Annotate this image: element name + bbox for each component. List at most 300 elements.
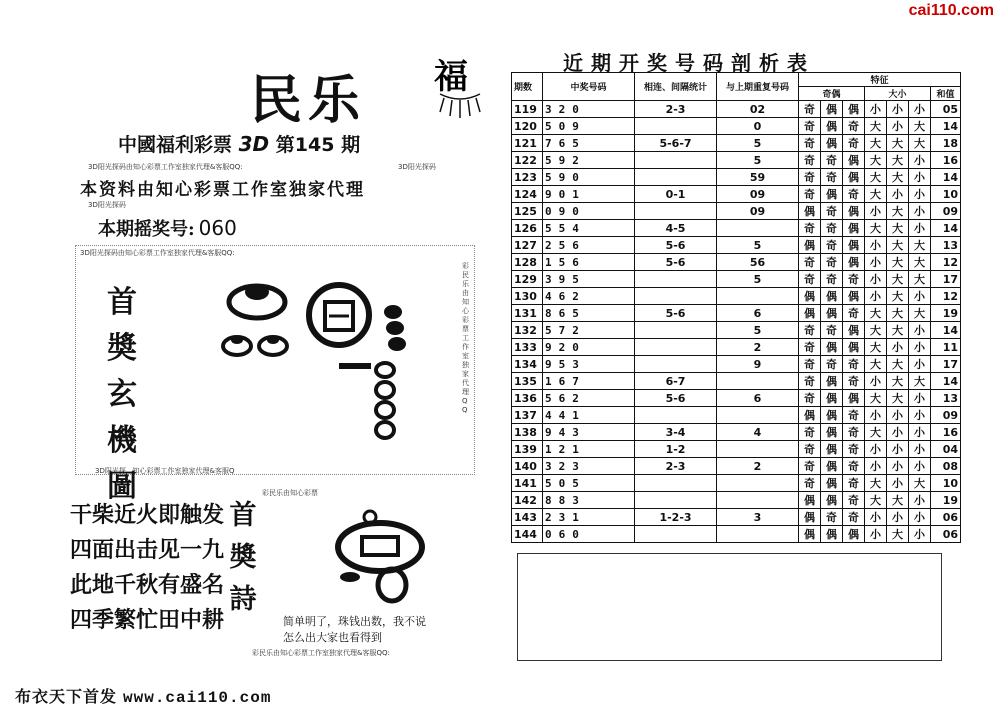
col-repeat: 与上期重复号码	[717, 73, 799, 101]
agent-line: 本资料由知心彩票工作室独家代理	[80, 180, 365, 200]
cell-repeat: 0	[717, 118, 799, 135]
cell-number: 920	[543, 339, 635, 356]
cell-big-small: 大	[887, 203, 909, 220]
col-number: 中奖号码	[543, 73, 635, 101]
cell-big-small: 大	[865, 186, 887, 203]
cell-odd-even: 偶	[799, 526, 821, 543]
footer-text: 布衣天下首发	[15, 687, 118, 706]
table-row	[512, 101, 961, 118]
cell-number: 320	[543, 101, 635, 118]
col-span: 相连、间隔统计	[635, 73, 717, 101]
cell-number: 090	[543, 203, 635, 220]
cell-big-small: 小	[887, 458, 909, 475]
cell-period: 122	[512, 152, 543, 169]
cell-big-small: 大	[887, 526, 909, 543]
cell-odd-even: 奇	[821, 203, 843, 220]
cell-number: 901	[543, 186, 635, 203]
poem	[70, 498, 224, 638]
table-row	[512, 475, 961, 492]
cell-period: 121	[512, 135, 543, 152]
cell-repeat: 9	[717, 356, 799, 373]
cell-odd-even: 偶	[821, 135, 843, 152]
fine-print-box2-bottom: 彩民乐由知心彩票工作室独家代理&客服QQ:	[252, 649, 390, 657]
cell-big-small: 大	[887, 373, 909, 390]
table-row	[512, 526, 961, 543]
cell-number: 865	[543, 305, 635, 322]
table-row	[512, 322, 961, 339]
cell-big-small: 大	[909, 271, 931, 288]
table-row	[512, 237, 961, 254]
fine-print-corner-right: 3D阳光探码	[398, 163, 436, 171]
note-line: 怎么出大家也看得到	[283, 631, 382, 644]
cell-odd-even: 奇	[821, 254, 843, 271]
draw-label: 本期摇奖号:	[98, 219, 195, 240]
cell-period: 119	[512, 101, 543, 118]
cell-period: 140	[512, 458, 543, 475]
cell-period: 128	[512, 254, 543, 271]
cell-odd-even: 奇	[799, 424, 821, 441]
cell-odd-even: 奇	[821, 169, 843, 186]
cell-odd-even: 偶	[843, 152, 865, 169]
cell-period: 127	[512, 237, 543, 254]
cell-repeat	[717, 373, 799, 390]
table-row	[512, 135, 961, 152]
cell-big-small: 大	[909, 254, 931, 271]
cell-repeat: 5	[717, 271, 799, 288]
cell-big-small: 小	[909, 101, 931, 118]
cell-odd-even: 奇	[799, 135, 821, 152]
cell-number: 505	[543, 475, 635, 492]
cell-repeat: 5	[717, 152, 799, 169]
cell-sum: 19	[931, 492, 961, 509]
cell-span: 5-6	[635, 254, 717, 271]
cell-odd-even: 偶	[821, 339, 843, 356]
cell-period: 129	[512, 271, 543, 288]
cell-big-small: 小	[909, 356, 931, 373]
cell-number: 156	[543, 254, 635, 271]
cell-big-small: 大	[887, 356, 909, 373]
cell-odd-even: 偶	[843, 203, 865, 220]
cell-odd-even: 偶	[843, 220, 865, 237]
cell-odd-even: 奇	[799, 152, 821, 169]
cell-repeat: 5	[717, 135, 799, 152]
cell-sum: 06	[931, 526, 961, 543]
cell-sum: 08	[931, 458, 961, 475]
cell-odd-even: 奇	[799, 339, 821, 356]
cell-big-small: 大	[887, 169, 909, 186]
cell-number: 256	[543, 237, 635, 254]
cell-big-small: 小	[865, 441, 887, 458]
cell-sum: 09	[931, 203, 961, 220]
cell-period: 143	[512, 509, 543, 526]
cell-odd-even: 奇	[821, 322, 843, 339]
table-row	[512, 118, 961, 135]
cell-big-small: 小	[909, 169, 931, 186]
cell-big-small: 大	[887, 152, 909, 169]
cell-odd-even: 奇	[799, 322, 821, 339]
cell-odd-even: 奇	[799, 390, 821, 407]
table-row	[512, 152, 961, 169]
table-row	[512, 254, 961, 271]
brand-title: 民乐	[250, 70, 367, 131]
cell-period: 130	[512, 288, 543, 305]
cell-period: 136	[512, 390, 543, 407]
cell-big-small: 大	[909, 475, 931, 492]
cell-odd-even: 偶	[799, 509, 821, 526]
cell-big-small: 大	[865, 390, 887, 407]
poem-line: 四季繁忙田中耕	[70, 608, 225, 633]
issue-number: 第145 期	[275, 134, 361, 156]
cell-big-small: 大	[887, 254, 909, 271]
table-title: 近期开奖号码剖析表	[563, 51, 815, 75]
cell-odd-even: 偶	[799, 203, 821, 220]
table-row	[512, 271, 961, 288]
cell-repeat: 5	[717, 237, 799, 254]
cell-big-small: 小	[865, 237, 887, 254]
cell-big-small: 小	[887, 118, 909, 135]
cell-number: 231	[543, 509, 635, 526]
cell-big-small: 小	[887, 475, 909, 492]
cell-big-small: 大	[865, 305, 887, 322]
cell-odd-even: 偶	[821, 492, 843, 509]
cell-big-small: 大	[865, 169, 887, 186]
cell-repeat: 02	[717, 101, 799, 118]
cell-big-small: 大	[887, 390, 909, 407]
cell-big-small: 大	[887, 237, 909, 254]
cell-sum: 12	[931, 288, 961, 305]
cell-sum: 11	[931, 339, 961, 356]
cell-odd-even: 奇	[799, 101, 821, 118]
fine-print-box-top: 3D阳光探码由知心彩票工作室独家代理&客服QQ:	[80, 249, 235, 257]
fine-print-corner-left: 3D阳光探码	[88, 201, 126, 209]
table-row	[512, 441, 961, 458]
cell-odd-even: 奇	[843, 135, 865, 152]
cell-span	[635, 152, 717, 169]
cell-sum: 16	[931, 424, 961, 441]
cell-repeat: 6	[717, 305, 799, 322]
cell-number: 121	[543, 441, 635, 458]
puzzle-2-drawing	[310, 505, 450, 605]
cell-period: 125	[512, 203, 543, 220]
cell-repeat: 6	[717, 390, 799, 407]
cell-big-small: 小	[909, 458, 931, 475]
cell-number: 943	[543, 424, 635, 441]
cell-number: 953	[543, 356, 635, 373]
cell-number: 323	[543, 458, 635, 475]
cell-big-small: 小	[865, 458, 887, 475]
cell-big-small: 小	[865, 288, 887, 305]
table-row	[512, 509, 961, 526]
cell-period: 123	[512, 169, 543, 186]
cell-repeat: 3	[717, 509, 799, 526]
cell-sum: 14	[931, 220, 961, 237]
cell-sum: 04	[931, 441, 961, 458]
cell-odd-even: 偶	[843, 101, 865, 118]
cell-odd-even: 偶	[821, 458, 843, 475]
cell-odd-even: 奇	[821, 237, 843, 254]
cell-odd-even: 偶	[843, 237, 865, 254]
cell-big-small: 小	[909, 203, 931, 220]
cell-odd-even: 偶	[799, 237, 821, 254]
cell-repeat	[717, 288, 799, 305]
cell-span	[635, 339, 717, 356]
cell-number: 395	[543, 271, 635, 288]
cell-big-small: 大	[909, 237, 931, 254]
cell-odd-even: 奇	[799, 254, 821, 271]
cell-number: 562	[543, 390, 635, 407]
col-odd-even: 奇偶	[799, 87, 865, 101]
cell-big-small: 小	[887, 186, 909, 203]
cell-odd-even: 偶	[843, 288, 865, 305]
cell-repeat: 59	[717, 169, 799, 186]
cell-big-small: 大	[865, 356, 887, 373]
cell-number: 167	[543, 373, 635, 390]
cell-sum: 14	[931, 373, 961, 390]
cell-odd-even: 奇	[799, 220, 821, 237]
cell-big-small: 大	[865, 118, 887, 135]
cell-odd-even: 奇	[821, 220, 843, 237]
cell-big-small: 小	[909, 186, 931, 203]
cell-odd-even: 奇	[821, 356, 843, 373]
cell-big-small: 小	[887, 407, 909, 424]
cell-odd-even: 偶	[799, 492, 821, 509]
cell-period: 135	[512, 373, 543, 390]
table-body	[512, 101, 961, 543]
cell-odd-even: 偶	[799, 305, 821, 322]
cell-big-small: 大	[865, 220, 887, 237]
cell-odd-even: 偶	[821, 373, 843, 390]
cell-big-small: 大	[887, 271, 909, 288]
cell-odd-even: 奇	[843, 186, 865, 203]
table-row	[512, 288, 961, 305]
col-big-small: 大小	[865, 87, 931, 101]
table-row	[512, 492, 961, 509]
cell-big-small: 小	[909, 390, 931, 407]
cell-sum: 18	[931, 135, 961, 152]
draw-line	[98, 215, 237, 241]
cell-repeat: 09	[717, 203, 799, 220]
cell-repeat: 56	[717, 254, 799, 271]
cell-odd-even: 奇	[843, 458, 865, 475]
cell-sum: 14	[931, 118, 961, 135]
cell-big-small: 大	[865, 424, 887, 441]
cell-big-small: 小	[865, 407, 887, 424]
cell-span	[635, 356, 717, 373]
puzzle-title-1: 首奬玄機圖	[107, 285, 137, 504]
cell-big-small: 小	[909, 526, 931, 543]
cell-odd-even: 偶	[821, 118, 843, 135]
cell-big-small: 大	[865, 322, 887, 339]
cell-odd-even: 偶	[843, 390, 865, 407]
cell-span: 4-5	[635, 220, 717, 237]
table-row	[512, 458, 961, 475]
cell-big-small: 小	[865, 373, 887, 390]
cell-sum: 12	[931, 254, 961, 271]
cell-odd-even: 偶	[799, 288, 821, 305]
cell-period: 132	[512, 322, 543, 339]
cell-span	[635, 322, 717, 339]
cell-span: 1-2-3	[635, 509, 717, 526]
draw-number: 060	[198, 216, 237, 240]
cell-odd-even: 奇	[821, 152, 843, 169]
footer	[15, 684, 271, 707]
cell-big-small: 小	[887, 424, 909, 441]
table-row	[512, 203, 961, 220]
table-row	[512, 220, 961, 237]
cell-odd-even: 奇	[799, 475, 821, 492]
cell-odd-even: 奇	[799, 186, 821, 203]
cell-odd-even: 偶	[843, 526, 865, 543]
cell-period: 139	[512, 441, 543, 458]
issue-game: 3D	[238, 132, 270, 156]
cell-repeat: 5	[717, 322, 799, 339]
cell-span: 1-2	[635, 441, 717, 458]
cell-span: 5-6	[635, 305, 717, 322]
empty-box	[517, 553, 942, 661]
fu-logo	[430, 50, 490, 120]
cell-odd-even: 奇	[843, 373, 865, 390]
cell-repeat: 2	[717, 458, 799, 475]
cell-span	[635, 203, 717, 220]
cell-sum: 13	[931, 390, 961, 407]
table-row	[512, 390, 961, 407]
cell-odd-even: 偶	[799, 407, 821, 424]
cell-big-small: 大	[887, 288, 909, 305]
cell-odd-even: 奇	[799, 169, 821, 186]
cell-odd-even: 奇	[843, 356, 865, 373]
cell-span	[635, 271, 717, 288]
cell-odd-even: 偶	[821, 475, 843, 492]
cell-number: 060	[543, 526, 635, 543]
cell-odd-even: 偶	[821, 288, 843, 305]
table-row	[512, 305, 961, 322]
cell-sum: 05	[931, 101, 961, 118]
cell-odd-even: 奇	[799, 271, 821, 288]
cell-sum: 06	[931, 509, 961, 526]
cell-big-small: 大	[865, 339, 887, 356]
cell-big-small: 小	[909, 492, 931, 509]
cell-big-small: 大	[909, 373, 931, 390]
cell-span	[635, 492, 717, 509]
cell-span: 5-6	[635, 390, 717, 407]
fine-print-side: 彩民乐由知心彩票工作室独家代理QQ	[462, 262, 469, 414]
cell-repeat: 2	[717, 339, 799, 356]
cell-span: 3-4	[635, 424, 717, 441]
col-period: 期数	[512, 73, 543, 101]
cell-big-small: 小	[909, 339, 931, 356]
cell-big-small: 小	[865, 271, 887, 288]
issue-line	[118, 130, 360, 157]
cell-number: 883	[543, 492, 635, 509]
cell-odd-even: 奇	[843, 441, 865, 458]
cell-period: 134	[512, 356, 543, 373]
cell-span: 0-1	[635, 186, 717, 203]
fine-print-box2-top: 彩民乐由知心彩票	[262, 489, 318, 497]
cell-odd-even: 偶	[843, 339, 865, 356]
cell-odd-even: 偶	[821, 305, 843, 322]
cell-sum: 17	[931, 356, 961, 373]
cell-big-small: 小	[865, 509, 887, 526]
fine-print-top: 3D阳光探码由知心彩票工作室独家代理&客服QQ:	[88, 163, 243, 171]
cell-big-small: 大	[887, 322, 909, 339]
fu-char: 福	[434, 57, 468, 97]
table-row	[512, 186, 961, 203]
cell-odd-even: 奇	[843, 475, 865, 492]
cell-odd-even: 奇	[843, 509, 865, 526]
cell-sum: 13	[931, 237, 961, 254]
table-row	[512, 356, 961, 373]
cell-odd-even: 奇	[799, 441, 821, 458]
cell-number: 590	[543, 169, 635, 186]
cell-period: 144	[512, 526, 543, 543]
cell-big-small: 小	[909, 509, 931, 526]
cell-odd-even: 奇	[799, 356, 821, 373]
cell-odd-even: 偶	[821, 424, 843, 441]
cell-odd-even: 奇	[799, 458, 821, 475]
cell-repeat: 09	[717, 186, 799, 203]
footer-url: www.cai110.com	[123, 689, 272, 707]
fine-print-box-bottom: 3D阳光探...知心彩票工作室独家代理&客服Q	[95, 467, 235, 475]
cell-odd-even: 偶	[843, 322, 865, 339]
cell-odd-even: 偶	[821, 101, 843, 118]
cell-span: 5-6	[635, 237, 717, 254]
cell-sum: 14	[931, 322, 961, 339]
cell-repeat	[717, 407, 799, 424]
puzzle-1-drawing	[215, 270, 425, 445]
cell-period: 137	[512, 407, 543, 424]
cell-span: 5-6-7	[635, 135, 717, 152]
cell-odd-even: 奇	[843, 305, 865, 322]
cell-big-small: 小	[865, 254, 887, 271]
cell-big-small: 小	[887, 101, 909, 118]
cell-period: 124	[512, 186, 543, 203]
cell-sum: 19	[931, 305, 961, 322]
cell-sum: 10	[931, 186, 961, 203]
issue-prefix: 中國福利彩票	[118, 134, 233, 156]
note	[283, 614, 426, 646]
cell-big-small: 大	[909, 135, 931, 152]
cell-big-small: 大	[887, 220, 909, 237]
cell-big-small: 大	[865, 152, 887, 169]
cell-repeat	[717, 441, 799, 458]
cell-span	[635, 407, 717, 424]
cell-repeat	[717, 492, 799, 509]
cell-number: 509	[543, 118, 635, 135]
cell-sum: 09	[931, 407, 961, 424]
cell-span	[635, 118, 717, 135]
cell-odd-even: 奇	[821, 271, 843, 288]
cell-big-small: 小	[909, 288, 931, 305]
cell-odd-even: 偶	[821, 186, 843, 203]
table-row	[512, 373, 961, 390]
cell-big-small: 大	[865, 475, 887, 492]
cell-period: 142	[512, 492, 543, 509]
puzzle-title-2: 首奬詩	[229, 500, 257, 615]
cell-big-small: 大	[887, 135, 909, 152]
cell-odd-even: 奇	[843, 424, 865, 441]
cell-period: 120	[512, 118, 543, 135]
cell-repeat	[717, 220, 799, 237]
analysis-table	[511, 72, 961, 543]
cell-span	[635, 288, 717, 305]
cell-repeat	[717, 475, 799, 492]
cell-odd-even: 奇	[843, 407, 865, 424]
cell-big-small: 大	[909, 118, 931, 135]
cell-big-small: 小	[909, 424, 931, 441]
cell-big-small: 大	[909, 305, 931, 322]
cell-sum: 17	[931, 271, 961, 288]
cell-odd-even: 奇	[821, 509, 843, 526]
